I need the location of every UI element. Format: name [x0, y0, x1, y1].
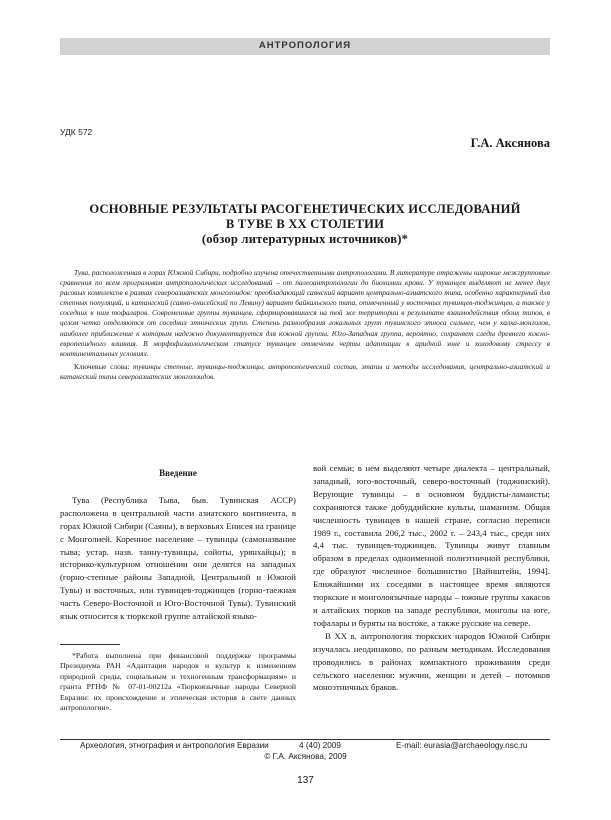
- keywords: [60, 362, 550, 382]
- title-line-2: В ТУВЕ В ХХ СТОЛЕТИИ: [225, 217, 385, 231]
- keywords-text: тувинцы степные, тувинцы-тоджинцы, антропологический состав, этапы и методы исследования, центрально-азиатский и катангский типы североазиатских монголоидов.: [60, 361, 550, 381]
- abstract-text: Тува, расположенная в горах Южной Сибири, подробно изучена отечественными антропологами. В литературе отражены широкие межгрупповые сравнения по всем программам антропологических исследований – от палеоантропологии до биохимии крови. У тувинцев выделяют не менее двух расовых комплексов в рамках североазиатских монголоидов: преобладающий саянский вариант центрально-азиатского типа, особенно характерный для степных популяций, и катангский (саяно-енисейский по Левину) вариант байкальского типа, отмеченный у восточных тувинцев-тоджинцев, а также у соседних к ним тофаларов. Современные группы тувинцев, сформировавшиеся на той же территории в результате взаимодействия обоих типов, в целом четко отделяются от соседних этнических групп. Степень разнообразия локальных групп тувинского этноса сильнее, чем у халха-монголов, наиболее приближение к которым надежно документируется для южной группы. Юго-Западная группа, вероятно, сохраняет следы древнего южно-европеоидного влияния. В морфофизиологическом статусе тувинцев отмечены черты адаптации к аридной зоне и холодовому стрессу в континентальных условиях.: [60, 268, 550, 358]
- footer-copyright: © Г.А. Аксянова, 2009: [264, 752, 347, 761]
- right-column: [313, 462, 550, 694]
- title-subtitle: (обзор литературных источников)*: [201, 232, 409, 246]
- body-paragraph-1: Тува (Республика Тыва, быв. Тувинская АССР) расположена в центральной части азиатского континента, в горах Южной Сибири (Саяны), в верховьях Енисея на границе с Монголией. Коренное население – тувинцы (самоназвание тыва; устар. назв. танну-тувинцы, сойоты, урянхайцы); в историко-культурном отношении они делятся на западных (горно-степные районы Западной, Центральной и Южной Тувы) и восточных, или тувинцев-тоджинцев (горно-таежная часть Северо-Восточной и Юго-Восточной Тувы). Тувинский язык относится к тюркской группе алтайской языко-: [60, 494, 296, 622]
- keywords-label: Ключевые слова:: [74, 361, 130, 371]
- article-title: [60, 202, 550, 247]
- footer-email: E-mail: eurasia@archaeology.nsc.ru: [396, 741, 528, 750]
- section-header-band: [60, 38, 550, 55]
- left-column: [60, 462, 296, 623]
- footer-journal-name: Археология, этнография и антропология Евразии: [80, 741, 269, 750]
- footer-divider: [60, 739, 550, 740]
- page-number: 137: [297, 775, 314, 786]
- title-line-1: ОСНОВНЫЕ РЕЗУЛЬТАТЫ РАСОГЕНЕТИЧЕСКИХ ИССЛЕДОВАНИЙ: [89, 202, 521, 216]
- abstract: [60, 268, 550, 382]
- footer-issue: 4 (40) 2009: [299, 741, 341, 750]
- author-name: Г.А. Аксянова: [470, 136, 550, 150]
- footnote: *Работа выполнена при финансовой поддержке программы Президиума РАН «Адаптация народов и культур к изменениям природной среды, социальным и техногенным трансформациям» и гранта РГНФ № 07-01-00212а «Тюркоязычные народы Северной Евразии: их происхождение и этническая история в свете данных антропологии».: [60, 651, 296, 713]
- section-label: АНТРОПОЛОГИЯ: [258, 40, 352, 51]
- footnote-divider: [60, 644, 120, 645]
- body-paragraph-continued: вой семьи; в нем выделяют четыре диалекта – центральный, западный, юго-восточный, северо-восточный (тоджинский). Верующие тувинцы – в основном буддисты-ламаисты; сохраняются также добуддийские культы, шаманизм. Общая численность тувинцев в нашей стране, согласно переписи 1989 г., составила 206,2 тыс., 2002 г. – 243,4 тыс., среди них 4,4 тыс. тувинцев-тоджинцев. Тувинцы живут главным образом в пределах одноименной полиэтничной республики, где образуют численное большинство [Вайнштейн, 1994]. Ближайшими их соседями в настоящее время являются тюркские и монголоязычные народы – южные группы хакасов и алтайских тюрков на западе республики, монголы на юге, тофалары и буряты на востоке, а также русские на севере.: [313, 463, 550, 628]
- body-paragraph-2: В ХХ в. антропология тюркских народов Южной Сибири изучалась неодинаково, по разным методикам. Исследования проводились в районах компактного проживания среди сельского населения: мужчин, женщин и детей – потомков моноэтничных браков.: [313, 630, 550, 693]
- section-heading: Введение: [159, 468, 197, 478]
- udk-code: УДК 572: [60, 127, 93, 137]
